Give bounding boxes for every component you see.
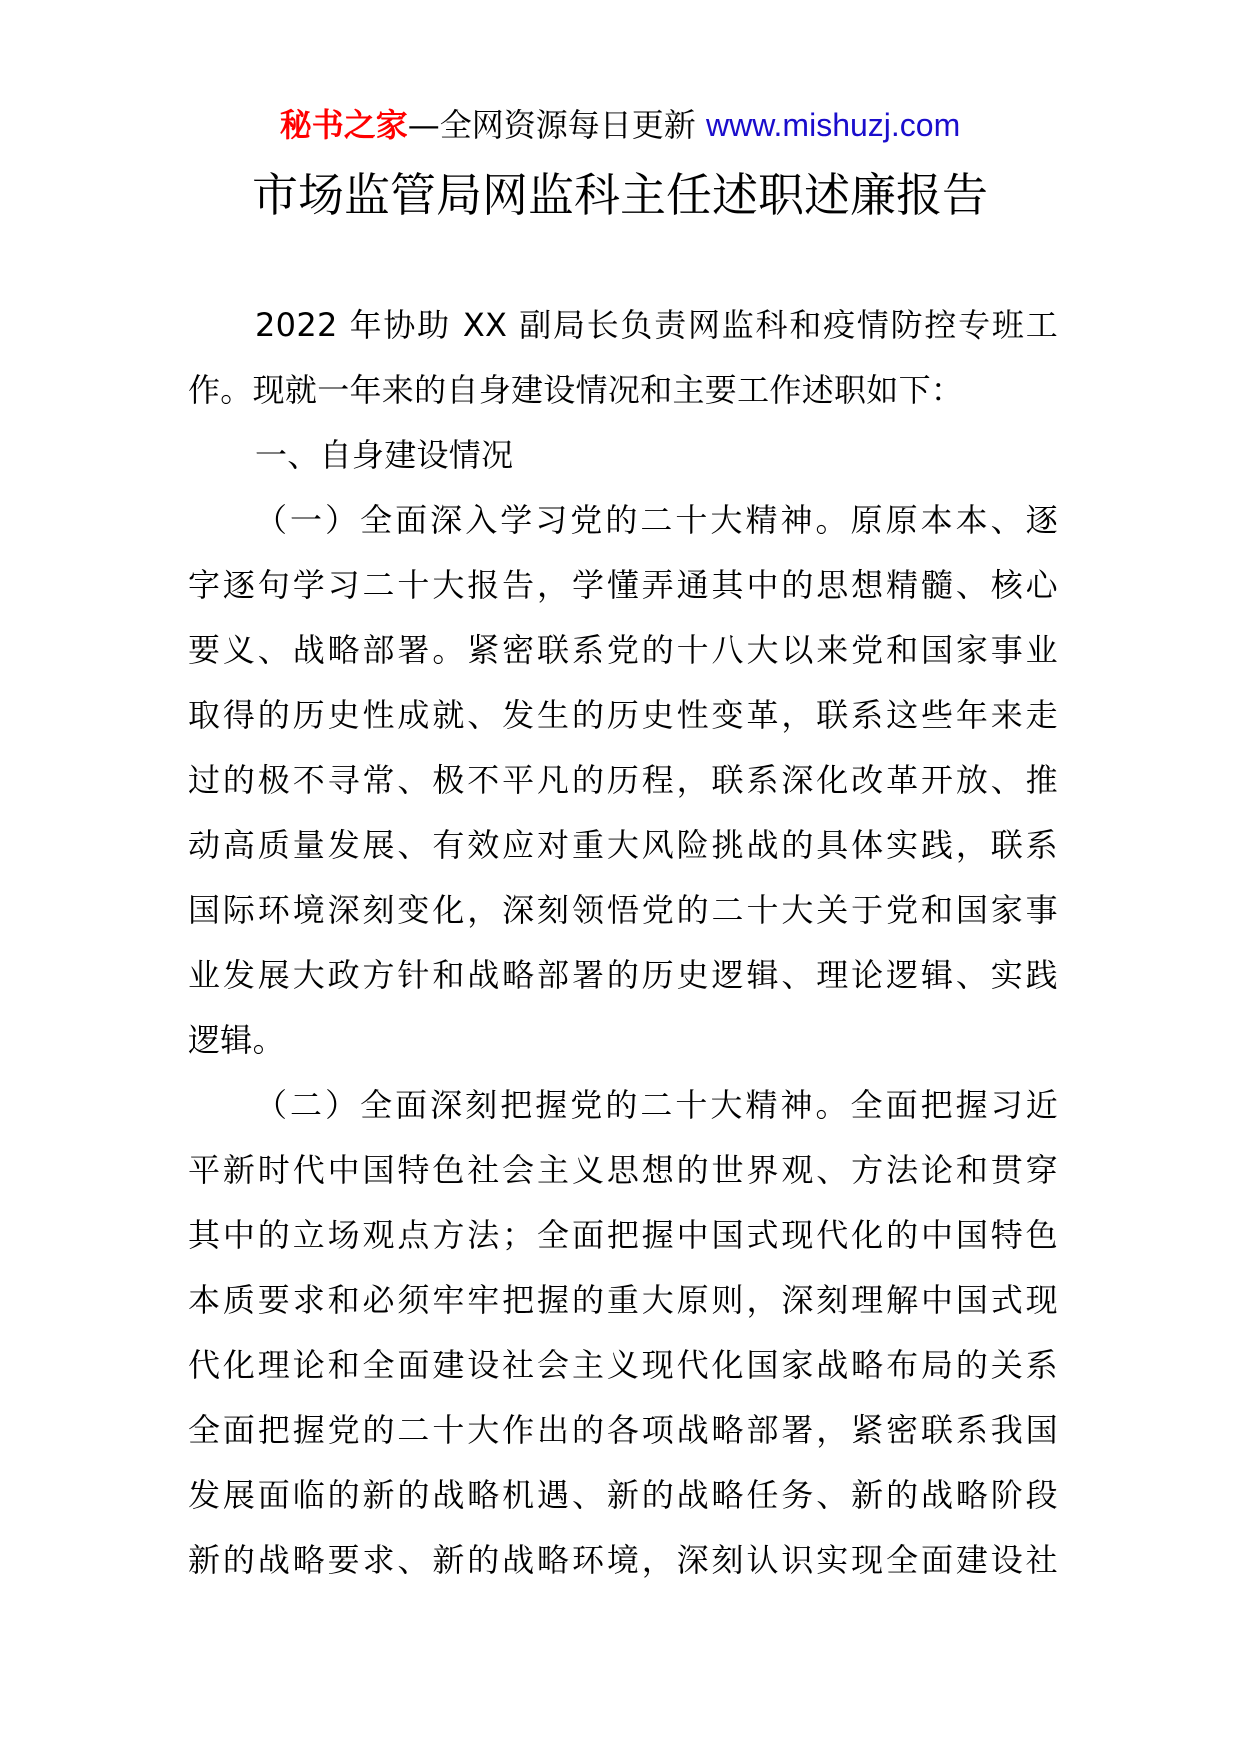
document-body	[188, 293, 1058, 1593]
paragraph-line: 本质要求和必须牢牢把握的重大原则，深刻理解中国式现	[188, 1281, 1058, 1319]
site-brand: 秘书之家	[279, 106, 408, 144]
paragraph-line: （二）全面深刻把握党的二十大精神。全面把握习近	[255, 1086, 1058, 1124]
paragraph-line: 新的战略要求、新的战略环境，深刻认识实现全面建设社	[188, 1541, 1058, 1579]
section-heading: 一、自身建设情况	[255, 436, 514, 474]
paragraph-line: 取得的历史性成就、发生的历史性变革，联系这些年来走	[188, 696, 1058, 734]
paragraph-line: 要义、战略部署。紧密联系党的十八大以来党和国家事业	[188, 631, 1058, 669]
site-url-link[interactable]: www.mishuzj.com	[705, 107, 961, 143]
site-tagline: —全网资源每日更新	[407, 106, 706, 144]
paragraph-line: 字逐句学习二十大报告，学懂弄通其中的思想精髓、核心	[188, 566, 1058, 604]
paragraph-line: 2022 年协助 XX 副局长负责网监科和疫情防控专班工	[255, 306, 1058, 344]
paragraph-line: 国际环境深刻变化，深刻领悟党的二十大关于党和国家事	[188, 891, 1058, 929]
paragraph-line: 代化理论和全面建设社会主义现代化国家战略布局的关系	[188, 1346, 1058, 1384]
paragraph-line: 动高质量发展、有效应对重大风险挑战的具体实践，联系	[188, 826, 1058, 864]
paragraph-line: 业发展大政方针和战略部署的历史逻辑、理论逻辑、实践	[188, 956, 1058, 994]
paragraph-line: 过的极不寻常、极不平凡的历程，联系深化改革开放、推	[188, 761, 1058, 799]
document-title: 市场监管局网监科主任述职述廉报告	[252, 168, 988, 222]
site-header	[0, 100, 1240, 150]
paragraph-line: （一）全面深入学习党的二十大精神。原原本本、逐	[255, 501, 1058, 539]
paragraph-line: 发展面临的新的战略机遇、新的战略任务、新的战略阶段	[188, 1476, 1058, 1514]
paragraph-line: 平新时代中国特色社会主义思想的世界观、方法论和贯穿	[188, 1151, 1058, 1189]
paragraph-line: 逻辑。	[188, 1021, 285, 1059]
paragraph-line: 其中的立场观点方法；全面把握中国式现代化的中国特色	[188, 1216, 1058, 1254]
paragraph-line: 全面把握党的二十大作出的各项战略部署，紧密联系我国	[188, 1411, 1058, 1449]
paragraph-line: 作。现就一年来的自身建设情况和主要工作述职如下：	[188, 371, 964, 409]
